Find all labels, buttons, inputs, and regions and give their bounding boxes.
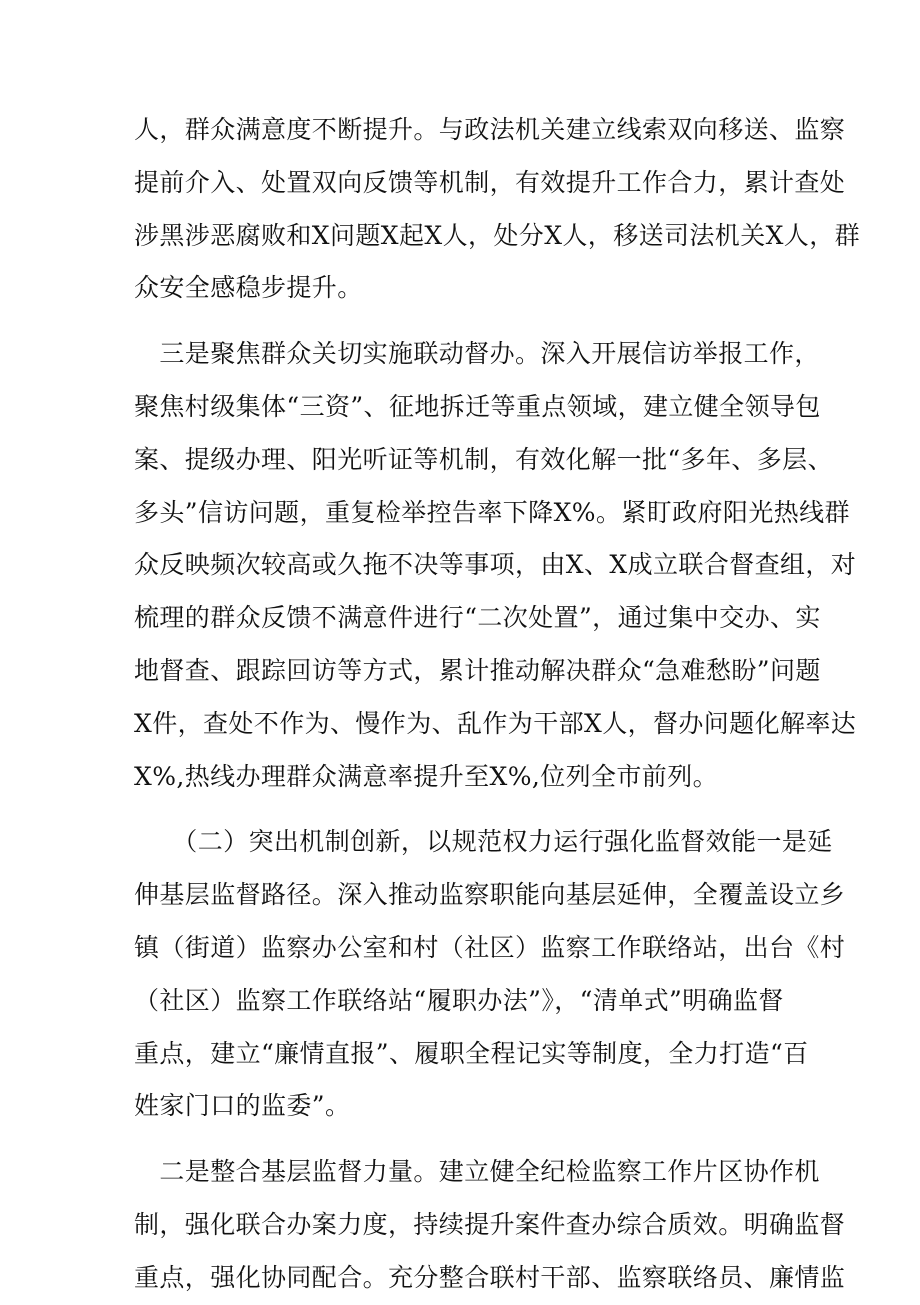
text-line: 镇（街道）监察办公室和村（社区）监察工作联络站，出台《村 bbox=[134, 932, 846, 962]
text-line: 人，群众满意度不断提升。与政法机关建立线索双向移送、监察 bbox=[134, 115, 846, 144]
paragraph-gap bbox=[134, 315, 784, 328]
text-line: 重点，强化协同配合。充分整合联村干部、监察联络员、廉情监 bbox=[134, 1262, 846, 1292]
text-line: 梳理的群众反馈不满意件进行“二次处置”，通过集中交办、实 bbox=[134, 603, 821, 633]
paragraph-gap bbox=[134, 803, 784, 816]
paragraph-3 bbox=[134, 816, 846, 1133]
text-line: 三是聚焦群众关切实施联动督办。深入开展信访举报工作， bbox=[134, 339, 820, 369]
paragraph-2 bbox=[134, 328, 857, 803]
paragraph-1 bbox=[134, 104, 860, 315]
text-line: 案、提级办理、阳光听证等机制，有效化解一批“多年、多层、 bbox=[134, 444, 833, 474]
text-line: 二是整合基层监督力量。建立健全纪检监察工作片区协作机 bbox=[134, 1157, 820, 1187]
text-line: （二）突出机制创新，以规范权力运行强化监督效能一是延 bbox=[134, 827, 833, 857]
text-line: 姓家门口的监委”。 bbox=[134, 1091, 351, 1121]
text-line: 提前介入、处置双向反馈等机制，有效提升工作合力，累计查处 bbox=[134, 167, 846, 197]
text-line: X%,热线办理群众满意率提升至X%,位列全市前列。 bbox=[134, 761, 719, 791]
text-line: 伸基层监督路径。深入推动监察职能向基层延伸，全覆盖设立乡 bbox=[134, 880, 846, 910]
text-line: 地督查、跟踪回访等方式，累计推动解决群众“急难愁盼”问题 bbox=[134, 655, 821, 685]
paragraph-4 bbox=[134, 1146, 846, 1304]
text-line: 多头”信访问题，重复检举控告率下降X%。紧盯政府阳光热线群 bbox=[134, 497, 850, 527]
document-body bbox=[134, 104, 860, 1305]
text-line: 重点，建立“廉情直报”、履职全程记实等制度，全力打造“百 bbox=[134, 1038, 809, 1068]
text-line: 众安全感稳步提升。 bbox=[134, 273, 363, 303]
text-line: X件，查处不作为、慢作为、乱作为干部X人，督办问题化解率达 bbox=[134, 708, 857, 738]
text-line: 聚焦村级集体“三资”、征地拆迁等重点领域，建立健全领导包 bbox=[134, 391, 821, 421]
text-line: 制，强化联合办案力度，持续提升案件查办综合质效。明确监督 bbox=[134, 1209, 846, 1239]
paragraph-gap bbox=[134, 1133, 784, 1146]
text-line: 涉黑涉恶腐败和X问题X起X人，处分X人，移送司法机关X人，群 bbox=[134, 220, 860, 250]
text-line: 众反映频次较高或久拖不决等事项，由X、X成立联合督查组，对 bbox=[134, 550, 857, 580]
text-line: （社区）监察工作联络站“履职办法”》，“清单式”明确监督 bbox=[134, 985, 784, 1015]
